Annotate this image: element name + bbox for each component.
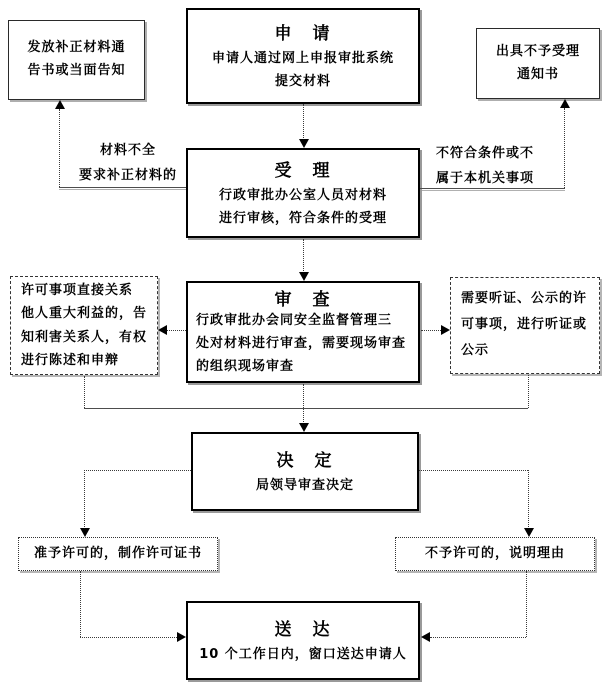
connector-decision-grant-h bbox=[84, 470, 191, 471]
arrowhead-into-decision bbox=[299, 423, 309, 432]
connector-grant-deliver-v bbox=[80, 571, 81, 637]
connector-accept-supplement-h bbox=[59, 187, 186, 188]
connector-decision-deny-v bbox=[528, 470, 529, 529]
arrowhead-into-hearing bbox=[441, 325, 450, 335]
edge-label-incomplete-line: 要求补正材料的 bbox=[78, 167, 177, 183]
connector-accept-review bbox=[303, 239, 304, 273]
notify-reject-box bbox=[476, 28, 600, 99]
arrowhead-into-grant bbox=[80, 528, 90, 537]
arrowhead-into-inform bbox=[158, 325, 167, 335]
review-title: 审 查 bbox=[274, 290, 332, 311]
connector-review-decision bbox=[303, 384, 304, 424]
notify-supplement-line: 告书或当面告知 bbox=[27, 63, 126, 78]
connector-decision-grant-v bbox=[84, 470, 85, 529]
edge-label-not-qualified bbox=[436, 142, 558, 191]
arrowhead-into-notify-supplement bbox=[55, 100, 65, 109]
arrowhead-into-deny bbox=[524, 528, 534, 537]
connector-accept-reject-v bbox=[564, 108, 565, 188]
hearing-line: 需要听证、公示的许 bbox=[461, 291, 588, 306]
apply-line: 提交材料 bbox=[274, 73, 331, 89]
apply-line: 申请人通过网上申报审批系统 bbox=[211, 50, 394, 66]
connector-hearing-down bbox=[528, 375, 529, 408]
arrowhead-into-deliver-left bbox=[177, 632, 186, 642]
review-line: 行政审批办会同安全监督管理三 bbox=[196, 313, 393, 329]
deliver-line: 10 个工作日内，窗口送达申请人 bbox=[199, 646, 407, 662]
accept-line: 进行审核，符合条件的受理 bbox=[218, 210, 387, 226]
inform-stakeholders-line: 许可事项直接关系 bbox=[21, 282, 134, 298]
connector-accept-reject-h bbox=[420, 188, 565, 189]
accept-title: 受 理 bbox=[274, 160, 332, 181]
notify-reject-line: 通知书 bbox=[516, 66, 559, 82]
arrowhead-into-deliver-right bbox=[421, 632, 430, 642]
arrowhead-into-notify-reject bbox=[560, 99, 570, 108]
connector-deny-deliver-v bbox=[526, 571, 527, 637]
deny-box bbox=[395, 537, 595, 571]
connector-inform-down bbox=[84, 376, 85, 408]
hearing-line: 公示 bbox=[461, 343, 490, 358]
review-box bbox=[186, 281, 420, 383]
apply-title: 申 请 bbox=[274, 23, 332, 44]
inform-stakeholders-line: 进行陈述和申辩 bbox=[21, 352, 120, 368]
inform-stakeholders-line: 知利害关系人，有权 bbox=[21, 329, 148, 345]
notify-supplement-line: 发放补正材料通 bbox=[27, 40, 126, 56]
hearing-box bbox=[450, 277, 600, 374]
hearing-line: 可事项，进行听证或 bbox=[461, 317, 588, 332]
edge-label-not-qualified-line: 不符合条件或不 bbox=[436, 146, 535, 161]
deliver-box bbox=[186, 601, 420, 680]
decision-title: 决 定 bbox=[276, 450, 334, 471]
decision-box bbox=[191, 432, 419, 511]
connector-deny-deliver-h bbox=[430, 637, 526, 638]
notify-reject-line: 出具不予受理 bbox=[495, 43, 580, 59]
deliver-title: 送 达 bbox=[274, 619, 332, 640]
review-line: 处对材料进行审查，需要现场审查 bbox=[196, 336, 407, 352]
notify-supplement-box bbox=[8, 20, 145, 100]
accept-line: 行政审批办公室人员对材料 bbox=[218, 187, 387, 203]
edge-label-not-qualified-line: 属于本机关事项 bbox=[436, 170, 535, 186]
connector-decision-deny-h bbox=[419, 470, 528, 471]
review-line: 的组织现场审查 bbox=[196, 358, 295, 374]
grant-box bbox=[18, 537, 218, 571]
inform-stakeholders-box bbox=[10, 276, 158, 375]
decision-line: 局领导审查决定 bbox=[255, 477, 354, 493]
edge-label-incomplete bbox=[62, 139, 194, 188]
deny-line: 不予许可的，说明理由 bbox=[424, 545, 565, 561]
accept-box bbox=[186, 148, 420, 238]
arrowhead-into-accept bbox=[299, 139, 309, 148]
edge-label-incomplete-line: 材料不全 bbox=[99, 143, 156, 158]
connector-review-hearing bbox=[421, 330, 441, 331]
connector-apply-accept bbox=[303, 104, 304, 140]
connector-accept-supplement-v bbox=[59, 109, 60, 187]
connector-grant-deliver-h bbox=[80, 637, 177, 638]
apply-box bbox=[186, 8, 420, 104]
connector-review-inform bbox=[167, 330, 186, 331]
connector-join-line bbox=[84, 408, 528, 409]
inform-stakeholders-line: 他人重大利益的，告 bbox=[21, 306, 148, 322]
arrowhead-into-review bbox=[299, 272, 309, 281]
grant-line: 准予许可的，制作许可证书 bbox=[33, 545, 202, 561]
